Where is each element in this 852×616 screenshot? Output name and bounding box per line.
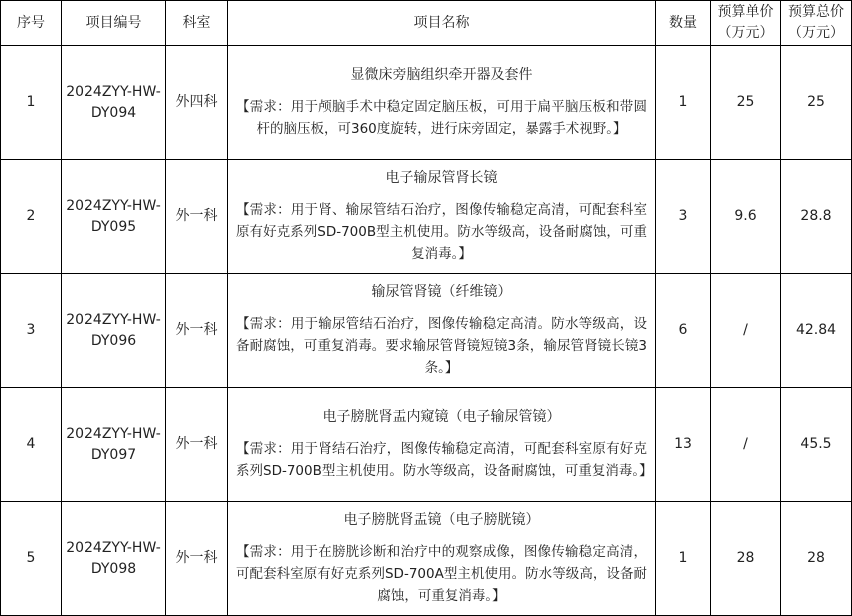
project-title: 电子膀胱肾盂内窥镜（电子输尿管镜） xyxy=(322,409,561,425)
cell-unit-price: / xyxy=(711,388,781,502)
cell-dept: 外一科 xyxy=(166,502,228,616)
header-code: 项目编号 xyxy=(62,1,166,46)
cell-dept: 外四科 xyxy=(166,46,228,160)
project-requirement: 【需求：用于输尿管结石治疗，图像传输稳定高清。防水等级高，设备耐腐蚀，可重复消毒。要求输尿管肾镜短镜3条，输尿管肾镜长镜3条。】 xyxy=(236,316,647,376)
cell-unit-price: / xyxy=(711,274,781,388)
cell-qty: 13 xyxy=(656,388,711,502)
table-row xyxy=(1,502,852,616)
cell-unit-price: 25 xyxy=(711,46,781,160)
cell-project-name xyxy=(228,160,656,274)
header-row xyxy=(1,1,852,46)
cell-total-price: 28.8 xyxy=(781,160,852,274)
cell-qty: 1 xyxy=(656,502,711,616)
cell-total-price: 28 xyxy=(781,502,852,616)
cell-total-price: 42.84 xyxy=(781,274,852,388)
cell-seq: 1 xyxy=(1,46,62,160)
project-requirement: 【需求：用于肾结石治疗，图像传输稳定高清，可配套科室原有好克系列SD-700B型主机使用。防水等级高，设备耐腐蚀，可重复消毒。】 xyxy=(236,441,653,479)
cell-dept: 外一科 xyxy=(166,160,228,274)
project-title: 电子输尿管肾长镜 xyxy=(385,170,498,186)
cell-code: 2024ZYY-HW-DY094 xyxy=(62,46,166,160)
cell-seq: 2 xyxy=(1,160,62,274)
header-name: 项目名称 xyxy=(228,1,656,46)
header-seq: 序号 xyxy=(1,1,62,46)
cell-code: 2024ZYY-HW-DY096 xyxy=(62,274,166,388)
cell-dept: 外一科 xyxy=(166,274,228,388)
project-requirement: 【需求：用于肾、输尿管结石治疗，图像传输稳定高清，可配套科室原有好克系列SD-700B型主机使用。防水等级高，设备耐腐蚀，可重复消毒。】 xyxy=(236,202,647,262)
cell-unit-price: 9.6 xyxy=(711,160,781,274)
cell-total-price: 45.5 xyxy=(781,388,852,502)
cell-project-name xyxy=(228,502,656,616)
cell-project-name xyxy=(228,274,656,388)
cell-code: 2024ZYY-HW-DY098 xyxy=(62,502,166,616)
table-row xyxy=(1,388,852,502)
header-dept: 科室 xyxy=(166,1,228,46)
cell-seq: 4 xyxy=(1,388,62,502)
cell-code: 2024ZYY-HW-DY097 xyxy=(62,388,166,502)
project-title: 电子膀胱肾盂镜（电子膀胱镜） xyxy=(343,512,540,528)
cell-seq: 3 xyxy=(1,274,62,388)
project-title: 输尿管肾镜（纤维镜） xyxy=(371,284,512,300)
cell-qty: 1 xyxy=(656,46,711,160)
table-row xyxy=(1,46,852,160)
cell-project-name xyxy=(228,46,656,160)
cell-total-price: 25 xyxy=(781,46,852,160)
project-requirement: 【需求：用于颅脑手术中稳定固定脑压板，可用于扁平脑压板和带圆杆的脑压板，可360度旋转，进行床旁固定，暴露手术视野。】 xyxy=(236,99,647,137)
table-row xyxy=(1,160,852,274)
header-unit-price: 预算单价（万元） xyxy=(711,1,781,46)
cell-unit-price: 28 xyxy=(711,502,781,616)
table-row xyxy=(1,274,852,388)
header-qty: 数量 xyxy=(656,1,711,46)
project-requirement: 【需求：用于在膀胱诊断和治疗中的观察成像，图像传输稳定高清，可配套科室原有好克系列SD-700A型主机使用。防水等级高，设备耐腐蚀，可重复消毒。】 xyxy=(236,544,647,604)
cell-code: 2024ZYY-HW-DY095 xyxy=(62,160,166,274)
cell-seq: 5 xyxy=(1,502,62,616)
header-total-price: 预算总价（万元） xyxy=(781,1,852,46)
cell-dept: 外一科 xyxy=(166,388,228,502)
project-title: 显微床旁脑组织牵开器及套件 xyxy=(350,67,533,83)
cell-qty: 6 xyxy=(656,274,711,388)
cell-qty: 3 xyxy=(656,160,711,274)
cell-project-name xyxy=(228,388,656,502)
